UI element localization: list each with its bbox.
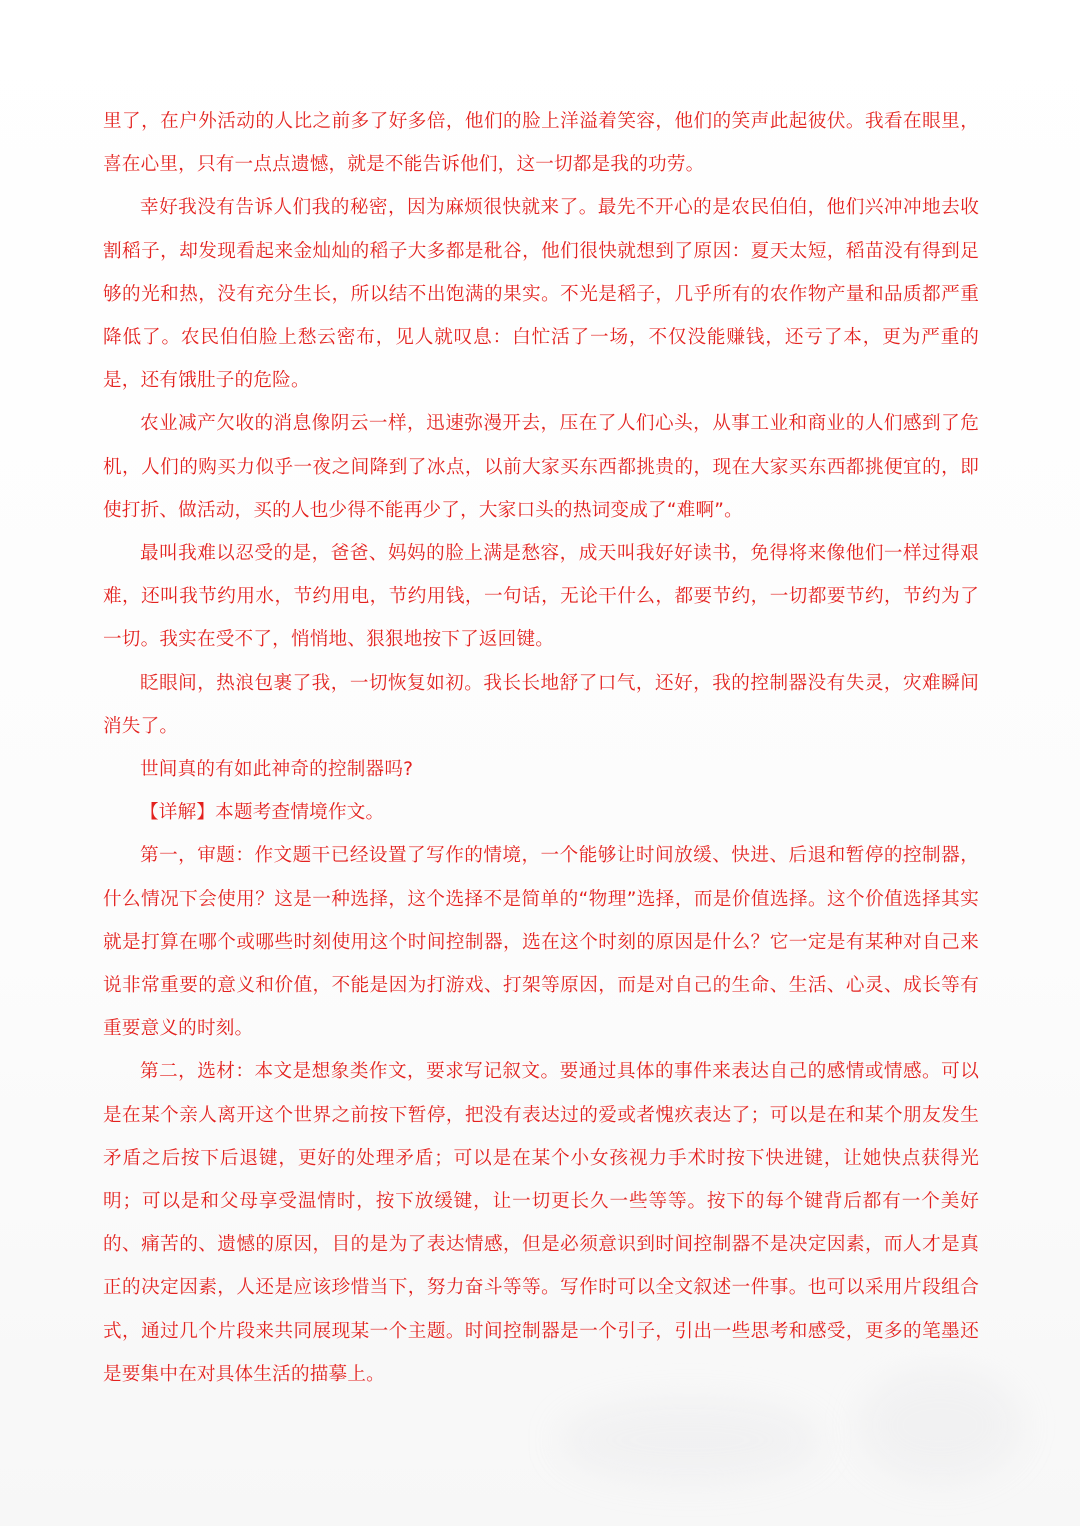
document-body xyxy=(103,100,979,1396)
paragraph-5: 眨眼间，热浪包裹了我，一切恢复如初。我长长地舒了口气，还好，我的控制器没有失灵，灾难瞬间消失了。 xyxy=(103,672,979,737)
paragraph-6: 世间真的有如此神奇的控制器吗? xyxy=(140,759,414,781)
paragraph-2: 幸好我没有告诉人们我的秘密，因为麻烦很快就来了。最先不开心的是农民伯伯，他们兴冲冲地去收割稻子，却发现看起来金灿灿的稻子大多都是秕谷，他们很快就想到了原因：夏天太短，稻苗没有得到足够的光和热，没有充分生长，所以结不出饱满的果实。不光是稻子，几乎所有的农作物产量和品质都严重降低了。农民伯伯脸上愁云密布，见人就叹息：白忙活了一场，不仅没能赚钱，还亏了本，更为严重的是，还有饿肚子的危险。 xyxy=(103,197,979,392)
explanation-point-1: 第一，审题：作文题干已经设置了写作的情境，一个能够让时间放缓、快进、后退和暂停的控制器，什么情况下会使用？这是一种选择，这个选择不是简单的“物理”选择，而是价值选择。这个价值选择其实就是打算在哪个或哪些时刻使用这个时间控制器，选在这个时刻的原因是什么？它一定是有某种对自己来说非常重要的意义和价值，不能是因为打游戏、打架等原因，而是对自己的生命、生活、心灵、成长等有重要意义的时刻。 xyxy=(103,845,979,1040)
paragraph-1: 里了，在户外活动的人比之前多了好多倍，他们的脸上洋溢着笑容，他们的笑声此起彼伏。我看在眼里，喜在心里，只有一点点遗憾，就是不能告诉他们，这一切都是我的功劳。 xyxy=(103,111,979,176)
scan-smudge xyxy=(560,1400,820,1480)
explanation-heading: 【详解】本题考查情境作文。 xyxy=(140,802,385,824)
paragraph-4: 最叫我难以忍受的是，爸爸、妈妈的脸上满是愁容，成天叫我好好读书，免得将来像他们一样过得艰难，还叫我节约用水，节约用电，节约用钱，一句话，无论干什么，都要节约，一切都要节约，节约为了一切。我实在受不了，悄悄地、狠狠地按下了返回键。 xyxy=(103,543,979,651)
explanation-point-2: 第二，选材：本文是想象类作文，要求写记叙文。要通过具体的事件来表达自己的感情或情感。可以是在某个亲人离开这个世界之前按下暂停，把没有表达过的爱或者愧疚表达了；可以是在和某个朋友发生矛盾之后按下后退键，更好的处理矛盾；可以是在某个小女孩视力手术时按下快进键，让她快点获得光明；可以是和父母享受温情时，按下放缓键，让一切更长久一些等等。按下的每个键背后都有一个美好的、痛苦的、遗憾的原因，目的是为了表达情感，但是必须意识到时间控制器不是决定因素，而人才是真正的决定因素，人还是应该珍惜当下，努力奋斗等等。写作时可以全文叙述一件事。也可以采用片段组合式，通过几个片段来共同展现某一个主题。时间控制器是一个引子，引出一些思考和感受，更多的笔墨还是要集中在对具体生活的描摹上。 xyxy=(103,1061,979,1385)
paragraph-3: 农业减产欠收的消息像阴云一样，迅速弥漫开去，压在了人们心头，从事工业和商业的人们感到了危机，人们的购买力似乎一夜之间降到了冰点，以前大家买东西都挑贵的，现在大家买东西都挑便宜的，即使打折、做活动，买的人也少得不能再少了，大家口头的热词变成了“难啊”。 xyxy=(103,413,979,521)
